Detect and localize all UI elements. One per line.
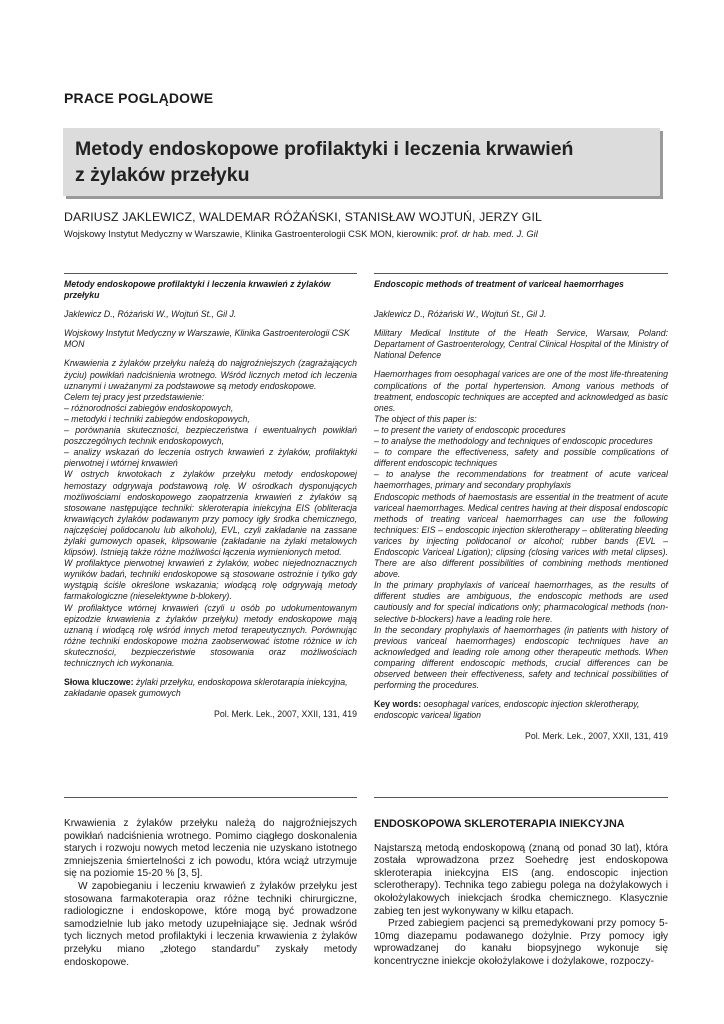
- title-line-1: Metody endoskopowe profilaktyki i leczenia krwawień: [75, 138, 574, 160]
- abstract-en-keywords: [374, 699, 668, 721]
- abstract-pl-heading: Metody endoskopowe profilaktyki i leczenia krwawień z żylaków przełyku: [64, 279, 331, 301]
- article-authors: DARIUSZ JAKLEWICZ, WALDEMAR RÓŻAŃSKI, STANISŁAW WOJTUŃ, JERZY GIL: [64, 210, 542, 224]
- abstract-en-paragraph: – to present the variety of endoscopic procedures: [374, 424, 566, 435]
- body-paragraph: Krwawienia z żylaków przełyku należą do najgroźniejszych powikłań nadciśnienia wrotnego. Pomimo ciągłego doskonalenia starych i rozwoju nowych metod leczenia nie uzyskano istotnego zmniejszenia śmiertelności z ich powodu, która wciąż utrzymuje się na poziomie 15-20 % [3, 5].: [64, 818, 357, 880]
- abstract-pl-paragraph: W profilaktyce wtórnej krwawień (czyli u osób po udokumentowanym epizodzie krwawienia z żylaków przełyku) metody endoskopowe mają uznaną i wiodącą rolę wśród innych metod terapeutycznych. Porównując różne techniki endoskopowe można zaobserwować istotne różnice w ich skuteczności, bezpieczeństwie stosowania oraz możliwościach technicznych ich wykonania.: [64, 602, 357, 668]
- abstract-en-paragraph: – to compare the effectiveness, safety and possible complications of different endoscopic techniques: [374, 447, 668, 469]
- abstract-pl-authors: Jaklewicz D., Różański W., Wojtuń St., Gil J.: [64, 309, 237, 320]
- body-column-left: [64, 818, 357, 969]
- keywords-text: oesophagal varices, endoscopic injection sklerotherapy, endoscopic variceal ligation: [374, 699, 640, 721]
- body-column-right: [374, 818, 668, 969]
- abstract-en-authors: Jaklewicz D., Różański W., Wojtuń St., Gil J.: [374, 309, 547, 320]
- divider-body-left: [64, 797, 357, 798]
- abstract-en-paragraph: Endoscopic methods of haemostasis are essential in the treatment of acute variceal haemorrhages. Medical centres having at their disposal endoscopic methods of treating variceal haemorrhages can use the following techniques: EIS – endoscopic injection sklerotherapy – obliterating bleeding varices by injecting polidocanol or alcohol; rubber bands (EVL – Endoscopic Variceal Ligation); clipsing (closing varices with metal clipses). There are also different possibilities of combining methods mentioned above.: [374, 491, 668, 580]
- abstract-pl-paragraph: Krwawienia z żylaków przełyku należą do najgroźniejszych (zagrażających życiu) powikłań nadciśnienia wrotnego. Wśród licznych metod ich leczenia uznanymi i uważanymi za podstawowe są metody endoskopowe.: [64, 358, 357, 391]
- article-affiliation: [64, 229, 538, 239]
- abstract-en-paragraph: The object of this paper is:: [374, 413, 477, 424]
- divider-abstract-en: [374, 273, 668, 274]
- divider-abstract-pl: [64, 273, 357, 274]
- abstract-en-paragraph: In the primary prophylaxis of variceal haemorrhages, as the results of different studies are ambiguous, the endoscopic methods are used cautiously and for special indications only; pharmacological methods (non- selective b-blockers) have a leading role here.: [374, 580, 668, 624]
- abstract-pl-paragraph: W ostrych krwotokach z żylaków przełyku metody endoskopowej hemostazy odgrywaja podstawową rolę. W ośrodkach dysponujących możliwościami endoskopowego zaopatrzenia krwawień z żylaków są stosowane następujące techniki: skleroterapia iniekcyjna EIS (obliteracja krwawiących żylaków podawanym przy pomocy igły środka chemicznego, najczęściej polidocanolu lub alkoholu), EVL, czyli zakładanie na zassane żylaki gumowych opasek, klipsowanie (zakładanie na żylaki metalowych klipsów). Istnieją także różne możliwości łączenia wymienionych metod.: [64, 469, 357, 558]
- keywords-text: żylaki przełyku, endoskopowa sklerotarapia iniekcyjna, zakładanie opasek gumowych: [64, 677, 348, 699]
- abstract-pl-paragraph: – porównania skuteczności, bezpieczeństwa i ewentualnych powikłań poszczególnych technik endoskopowych,: [64, 425, 357, 447]
- abstract-polish: [64, 279, 357, 720]
- abstract-en-paragraph: – to analyse the recommendations for treatment of acute variceal haemorrhages, primary and secondary prophylaxis: [374, 469, 668, 491]
- abstract-pl-paragraph: – analizy wskazań do leczenia ostrych krwawień z żylaków, profilaktyki pierwotnej i wtórnej krwawień: [64, 447, 357, 469]
- title-box: [63, 128, 660, 196]
- abstract-pl-paragraph: Celem tej pracy jest przedstawienie:: [64, 391, 205, 402]
- abstract-pl-citation: Pol. Merk. Lek., 2007, XXII, 131, 419: [214, 709, 357, 720]
- title-line-2: z żylaków przełyku: [75, 164, 250, 186]
- abstract-en-paragraph: – to analyse the methodology and techniques of endoscopic procedures: [374, 436, 653, 447]
- body-paragraph: W zapobieganiu i leczeniu krwawień z żylaków przełyku jest stosowana farmakoterapia oraz różne techniki chirurgiczne, radiologiczne i endoskopowe, które mogą być prowadzone samodzielnie lub jako metody uzupełniające się. Jednak wśród tych licznych metod profilaktyki i leczenia krwawienia z żylaków przełyku miano „złotego standardu” zyskały metody endoskopowe.: [64, 880, 357, 968]
- abstract-en-affiliation: Military Medical Institute of the Heath Service, Warsaw, Poland: Departament of Gastroenterology, Central Clinical Hospital of the Ministry of National Defence: [374, 328, 668, 361]
- body-paragraph: Najstarszą metodą endoskopową (znaną od ponad 30 lat), która została wprowadzona przez Soehedrę jest endoskopowa skleroterapia iniekcyjna EIS (ang. endoscopic injection sclerotherapy). Technika tego zabiegu polega na dożylakowych i okołożylakowych iniekcjach środka chemicznego. Klasycznie zabieg ten jest wykonywany w kilku etapach.: [374, 842, 668, 917]
- keywords-label: Key words:: [374, 699, 422, 710]
- abstract-en-paragraph: In the secondary prophylaxis of haemorrhages (in patients with history of previous variceal haemorrhages) endoscopic techniques have an acknowledged and leading role among other therapeutic methods. When comparing different endoscopic methods, crucial differences can be observed between their effectiveness, safety and technical possibilities of performing the procedures.: [374, 624, 668, 691]
- section-heading: ENDOSKOPOWA SKLEROTERAPIA INIEKCYJNA: [374, 818, 625, 830]
- keywords-label: Słowa kluczowe:: [64, 677, 134, 688]
- article-title: [63, 128, 660, 188]
- abstract-en-body: [374, 369, 668, 691]
- divider-body-right: [374, 797, 668, 798]
- body-paragraph: Przed zabiegiem pacjenci są premedykowani przy pomocy 5-10mg diazepamu podawanego dożylnie. Przy pomocy igły wprowadzanej do kanału biopsyjnego wykonuje się koncentryczne iniekcje okołożylakowe i dożylakowe, rozpoczy-: [374, 918, 668, 967]
- section-label: PRACE POGLĄDOWE: [64, 90, 214, 106]
- abstract-pl-paragraph: – różnorodności zabiegów endoskopowych,: [64, 402, 234, 413]
- abstract-pl-body: [64, 358, 357, 669]
- abstract-pl-keywords: [64, 677, 357, 699]
- abstract-pl-paragraph: – metodyki i techniki zabiegów endoskopowych,: [64, 413, 250, 424]
- affiliation-head: prof. dr hab. med. J. Gil: [440, 229, 538, 239]
- abstract-en-citation: Pol. Merk. Lek., 2007, XXII, 131, 419: [525, 731, 668, 742]
- abstract-en-paragraph: Haemorrhages from oesophagal varices are one of the most life-threatening complications of the portal hypertension. Among various methods of treatment, endoscopic techniques are accepted and acknowledged as basic ones.: [374, 369, 668, 413]
- abstract-english: [374, 279, 668, 742]
- abstract-pl-affiliation: Wojskowy Instytut Medyczny w Warszawie, Klinika Gastroenterologii CSK MON: [64, 328, 350, 350]
- affiliation-main: Wojskowy Instytut Medyczny w Warszawie, Klinika Gastroenterologii CSK MON, kierownik:: [64, 229, 441, 239]
- abstract-en-heading: Endoscopic methods of treatment of variceal haemorrhages: [374, 279, 624, 289]
- abstract-pl-paragraph: W profilaktyce pierwotnej krwawień z żylaków, wobec niejednoznacznych wyników badań, techniki endoskopowe są stosowane ostrożnie i tylko gdy wystąpią ściśle określone wskazania; wiodącą rolę odgrywają metody farmakologiczne (nieselektywne b-blokery).: [64, 558, 357, 602]
